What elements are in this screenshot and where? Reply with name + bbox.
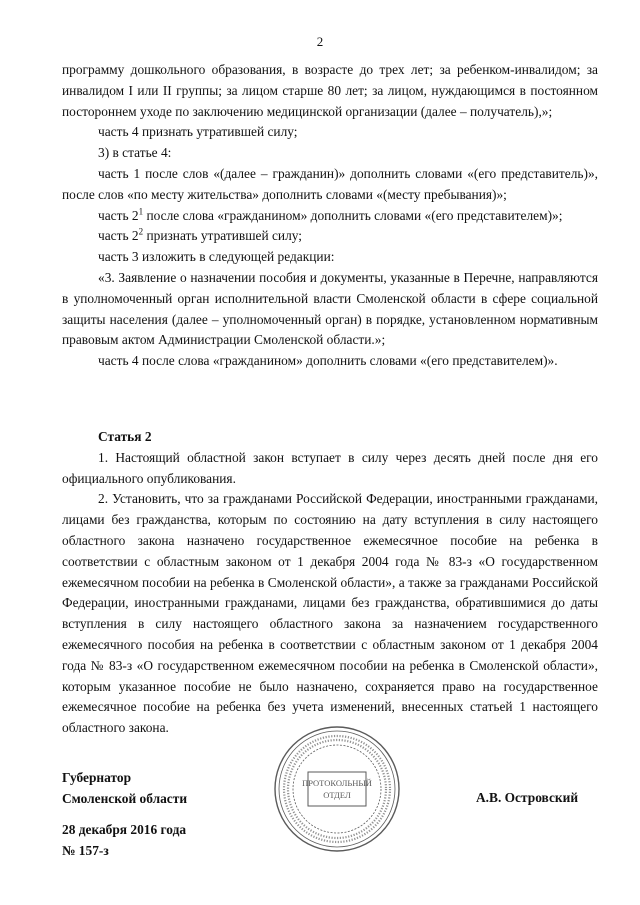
stamp-center-line2: ОТДЕЛ (323, 790, 351, 800)
paragraph-quote: «3. Заявление о назначении пособия и документы, указанные в Перечне, направляются в уполномоченный орган исполнительной власти Смоленской области в сфере социальной защиты населения (далее – уполномоченный орган) в порядке, установленном нормативным правовым актом Администрации Смоленской области.»; (62, 269, 598, 348)
paragraph-part2-1 (62, 206, 598, 227)
stamp-center-line1: ПРОТОКОЛЬНЫЙ (302, 778, 372, 788)
paragraph-part2-2 (62, 226, 598, 247)
part22-label: часть 2 (98, 228, 139, 244)
signatory-title-line2: Смоленской области (62, 790, 188, 806)
signatory-title (62, 768, 187, 809)
law-date-number (62, 820, 186, 861)
paragraph-part3: часть 3 изложить в следующей редакции: (98, 249, 335, 265)
part21-label: часть 2 (98, 207, 139, 223)
article-2-paragraph-2: 2. Установить, что за гражданами Российской Федерации, иностранными гражданами, лицами без гражданства, которым по состоянию на дату вступления в силу настоящего областного закона назначено государственное ежемесячное пособие на ребенка в соответствии с областным законом от 1 декабря 2004 года № 83-з «О государственном ежемесячном пособии на ребенка в Смоленской области», а также за гражданами Российской Федерации, иностранными гражданами, лицами без гражданства, обратившимися до даты вступления в силу настоящего областного закона за назначением государственного ежемесячного пособия на ребенка в соответствии с областным законом от 1 декабря 2004 года № 83-з «О государственном ежемесячном пособии на ребенка в Смоленской области», которым указанное пособие не было назначено, сохраняется право на государственное ежемесячное пособие на ребенка без учета изменений, внесенных статьей 1 настоящего областного закона. (62, 491, 598, 736)
part21-superscript: 1 (138, 206, 144, 217)
article-2-paragraph-1: 1. Настоящий областной закон вступает в силу через десять дней после дня его официального опубликования. (62, 449, 598, 486)
paragraph-item3: 3) в статье 4: (98, 145, 172, 161)
article-2 (62, 427, 598, 739)
paragraph-intro: программу дошкольного образования, в возрасте до трех лет; за ребенком-инвалидом; за инвалидом I или II группы; за лицом старше 80 лет; за лицом, нуждающимся в постоянном постороннем уходе по заключению медицинской организации (далее – получатель),»; (62, 62, 598, 119)
part22-superscript: 2 (138, 226, 144, 237)
page-number: 2 (316, 34, 324, 49)
part22-text: признать утратившей силу; (143, 228, 303, 244)
law-number: № 157-з (62, 842, 109, 858)
part21-text: после слова «гражданином» дополнить словами «(его представителем)»; (143, 207, 563, 223)
signatory-title-line1: Губернатор (62, 770, 132, 785)
paragraph-part4-repealed: часть 4 признать утратившей силу; (98, 124, 298, 140)
document-body (62, 60, 598, 372)
paragraph-part1: часть 1 после слов «(далее – гражданин)» дополнить словами «(его представитель)», после слов «по месту жительства» дополнить словами «(месту пребывания)»; (62, 165, 598, 202)
official-stamp (272, 724, 402, 854)
signatory-name: А.В. Островский (476, 790, 579, 805)
article-2-title: Статья 2 (98, 429, 152, 444)
paragraph-part4-amend: часть 4 после слова «гражданином» дополнить словами «(его представителем)». (98, 353, 558, 369)
law-date: 28 декабря 2016 года (62, 822, 187, 837)
